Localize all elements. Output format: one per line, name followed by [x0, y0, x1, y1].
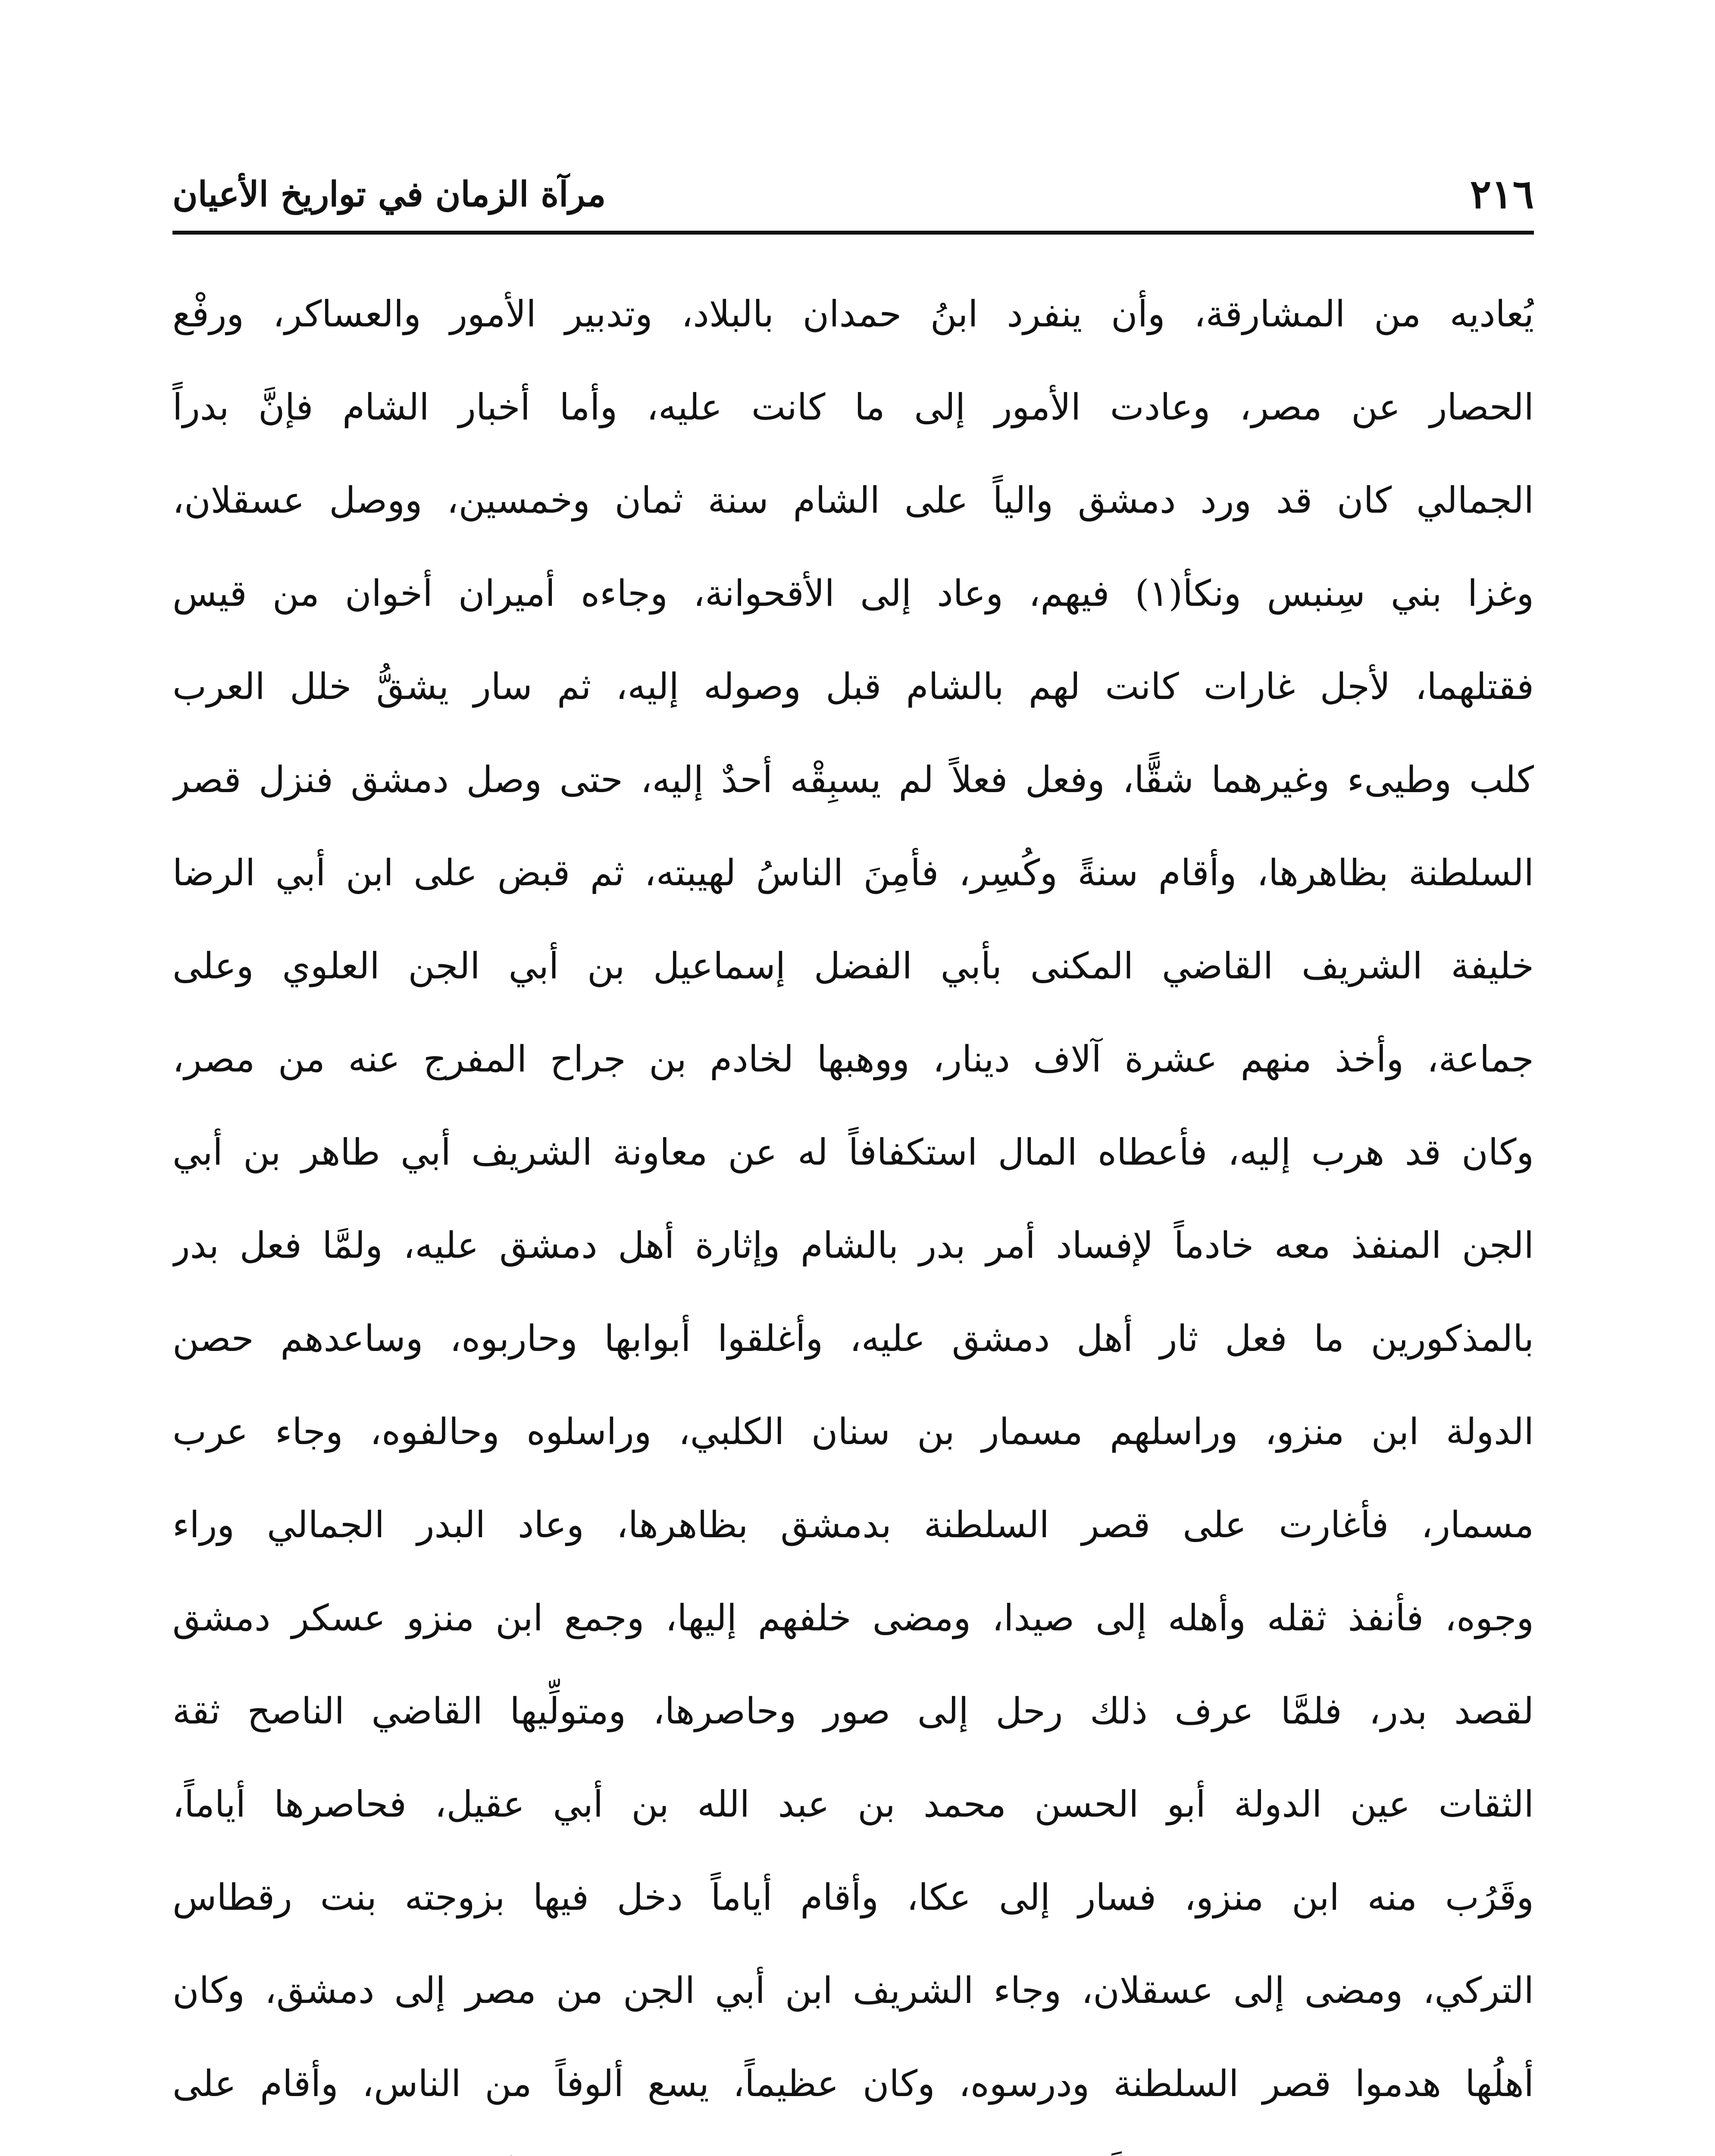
- text-line: الجن المنفذ معه خادماً لإفساد أمر بدر بالشام وإثارة أهل دمشق عليه، ولمَّا فعل بدر: [172, 1224, 1534, 1266]
- text-line: وكان قد هرب إليه، فأعطاه المال استكفافاً له عن معاونة الشريف أبي طاهر بن أبي: [172, 1131, 1534, 1173]
- main-text: [172, 267, 1534, 2156]
- page-number: ٢١٦: [1470, 171, 1534, 217]
- header-divider: [172, 231, 1534, 235]
- text-line: الجمالي كان قد ورد دمشق والياً على الشام سنة ثمان وخمسين، ووصل عسقلان،: [172, 479, 1534, 521]
- text-line: فقتلهما، لأجل غارات كانت لهم بالشام قبل وصوله إليه، ثم سار يشقُّ خلل العرب: [172, 665, 1534, 708]
- text-line: جماعة، وأخذ منهم عشرة آلاف دينار، ووهبها لخادم بن جراح المفرج عنه من مصر،: [172, 1038, 1534, 1080]
- text-line: كلب وطيىء وغيرهما شقًّا، وفعل فعلاً لم يسبِقْه أحدٌ إليه، حتى وصل دمشق فنزل قصر: [172, 758, 1534, 801]
- text-line: يُعاديه من المشارقة، وأن ينفرد ابنُ حمدان بالبلاد، وتدبير الأمور والعساكر، ورفْع: [172, 293, 1534, 335]
- text-line: وجوه، فأنفذ ثقله وأهله إلى صيدا، ومضى خلفهم إليها، وجمع ابن منزو عسكر دمشق: [172, 1597, 1534, 1639]
- text-line: وغزا بني سِنبس ونكأ(١) فيهم، وعاد إلى الأقحوانة، وجاءه أميران أخوان من قيس: [172, 572, 1534, 614]
- text-line: الثقات عين الدولة أبو الحسن محمد بن عبد الله بن أبي عقيل، فحاصرها أياماً،: [172, 1783, 1534, 1825]
- text-line: [172, 2130, 1534, 2156]
- text-line: خليفة الشريف القاضي المكنى بأبي الفضل إسماعيل بن أبي الجن العلوي وعلى: [172, 945, 1534, 987]
- text-line: بالمذكورين ما فعل ثار أهل دمشق عليه، وأغلقوا أبوابها وحاربوه، وساعدهم حصن: [172, 1317, 1534, 1360]
- page-header: [172, 170, 1534, 235]
- text-line: الدولة ابن منزو، وراسلهم مسمار بن سنان الكلبي، وراسلوه وحالفوه، وجاء عرب: [172, 1410, 1534, 1453]
- text-line: وقَرُب منه ابن منزو، فسار إلى عكا، وأقام أياماً دخل فيها بزوجته بنت رقطاس: [172, 1876, 1534, 1918]
- text-line: التركي، ومضى إلى عسقلان، وجاء الشريف ابن أبي الجن من مصر إلى دمشق، وكان: [172, 1969, 1534, 2012]
- text-line: أهلُها هدموا قصر السلطنة ودرسوه، وكان عظيماً، يسع ألوفاً من الناس، وأقام على: [172, 2062, 1534, 2105]
- text-line: السلطنة بظاهرها، وأقام سنةً وكُسِر، فأمِنَ الناسُ لهيبته، ثم قبض على ابن أبي الرضا: [172, 852, 1534, 894]
- text-line: الحصار عن مصر، وعادت الأمور إلى ما كانت عليه، وأما أخبار الشام فإنَّ بدراً: [172, 386, 1534, 428]
- book-title: مرآة الزمان في تواريخ الأعيان: [172, 174, 606, 214]
- text-line: مسمار، فأغارت على قصر السلطنة بدمشق بظاهرها، وعاد البدر الجمالي وراء: [172, 1504, 1534, 1546]
- text-line: لقصد بدر، فلمَّا عرف ذلك رحل إلى صور وحاصرها، ومتولِّيها القاضي الناصح ثقة: [172, 1690, 1534, 1732]
